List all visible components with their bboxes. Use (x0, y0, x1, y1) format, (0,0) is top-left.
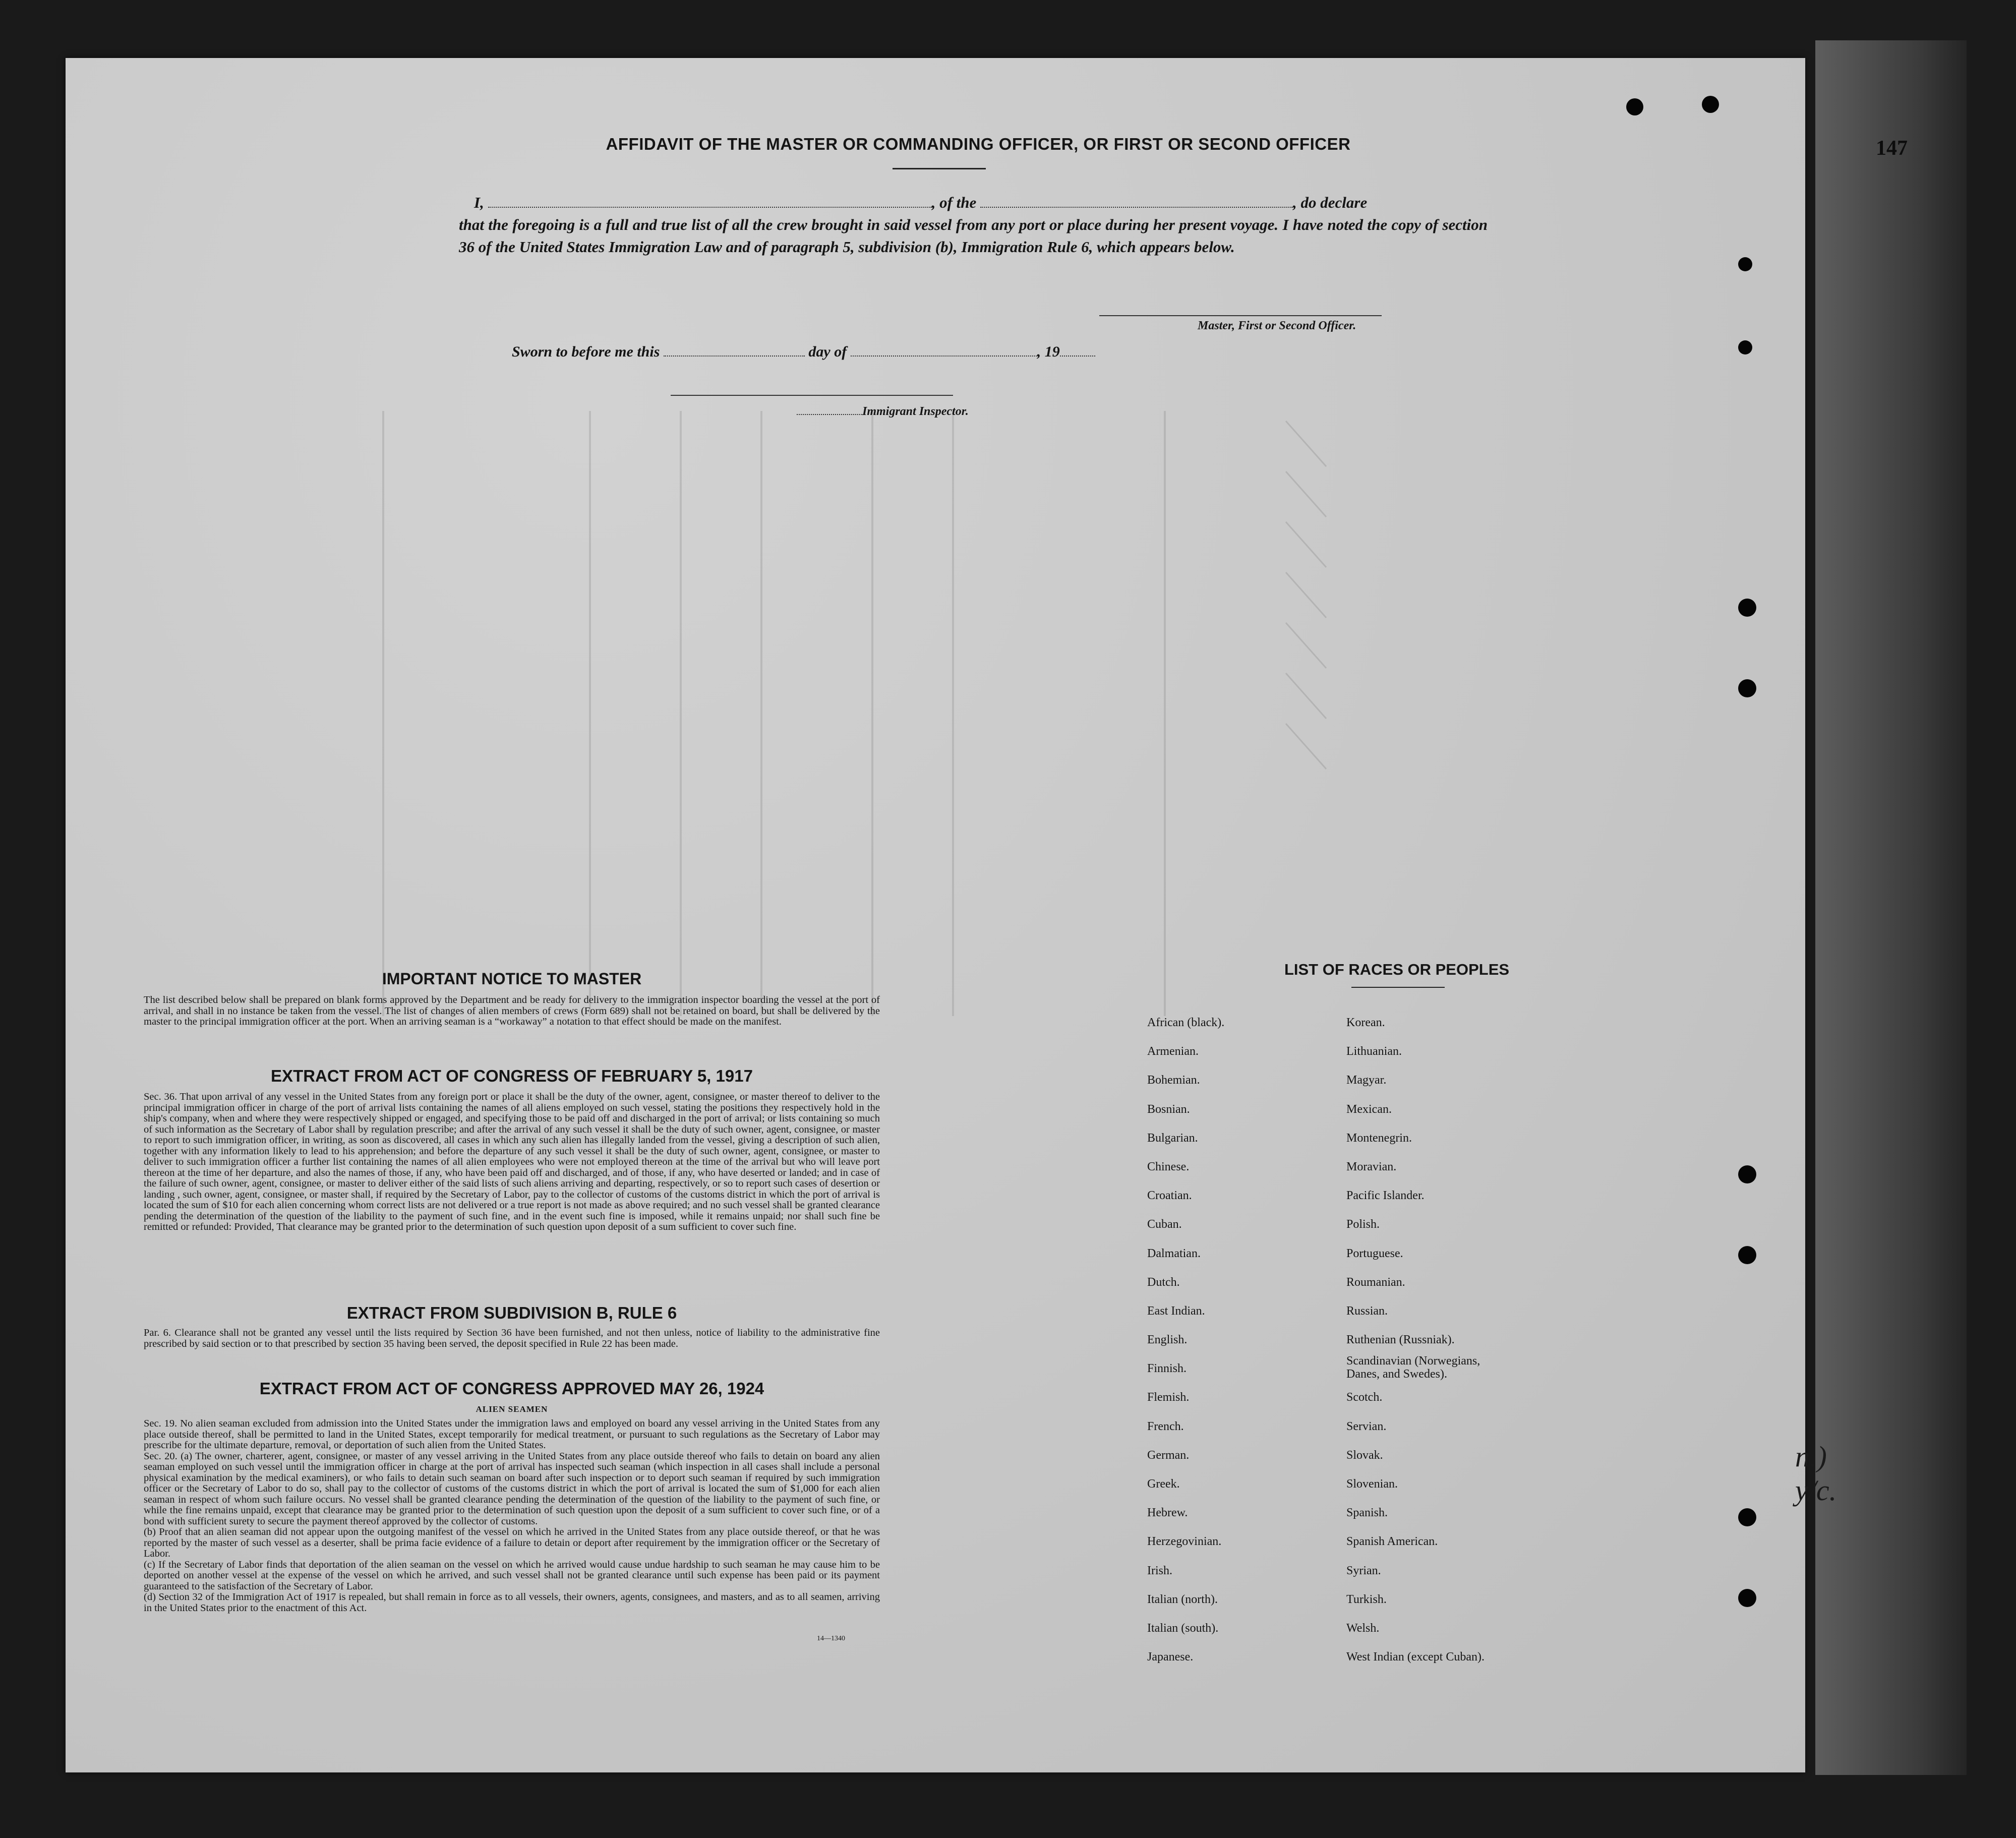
punch-hole (1626, 98, 1643, 115)
race-item: Magyar. (1346, 1074, 1387, 1087)
race-item: German. (1147, 1448, 1190, 1462)
vessel-name-field (980, 195, 1293, 208)
race-item: Ruthenian (Russniak). (1346, 1333, 1455, 1347)
race-item: Italian (north). (1147, 1592, 1218, 1606)
race-item: Welsh. (1346, 1621, 1380, 1635)
race-item: Moravian. (1346, 1160, 1397, 1173)
punch-hole (1702, 96, 1719, 113)
inspector-signature-line (671, 395, 953, 396)
underlying-sheet (1815, 40, 1967, 1775)
race-item: West Indian (except Cuban). (1346, 1650, 1485, 1664)
section-20d-text: (d) Section 32 of the Immigration Act of 1917 is repealed, but shall remain in force as to all vessels, their owners, agents, consignees, and masters, and as to all seamen, arriving in the United States prior to the enactment of this Act. (144, 1591, 880, 1614)
declarant-name-field (488, 195, 932, 208)
race-item: Cuban. (1147, 1218, 1182, 1231)
extract-1924-sections (144, 1418, 880, 1614)
sworn-date-field (664, 343, 805, 357)
race-item: East Indian. (1147, 1304, 1205, 1318)
race-item: Roumanian. (1346, 1275, 1405, 1289)
sworn-statement (512, 343, 1095, 361)
form-number: 14—1340 (817, 1635, 845, 1642)
race-item: Herzegovinian. (1147, 1535, 1222, 1549)
year-label: , 19 (1037, 343, 1060, 360)
race-item: Polish. (1346, 1218, 1380, 1231)
race-item: English. (1147, 1333, 1188, 1347)
vessel-of-label: , of the (931, 194, 977, 211)
punch-hole (1738, 257, 1752, 271)
punch-hole (1738, 1589, 1756, 1607)
race-item: Slovak. (1346, 1448, 1383, 1462)
race-item: Greek. (1147, 1477, 1180, 1491)
master-signature-label: Master, First or Second Officer. (1198, 319, 1356, 332)
declarant-label: I, (474, 194, 484, 211)
day-of-label: day of (808, 343, 847, 360)
race-item: Scotch. (1346, 1391, 1383, 1404)
race-item: Turkish. (1346, 1592, 1387, 1606)
punch-hole (1738, 1246, 1756, 1264)
alien-seamen-subtitle: ALIEN SEAMEN (476, 1404, 548, 1414)
race-item: Finnish. (1147, 1362, 1187, 1376)
declaration-body: that the foregoing is a full and true list of all the crew brought in said vessel from any port or place during her present voyage. I have noted the copy of section 36 of the United States Immigration Law and of paragraph 5, subdivision (b), Immigration Rule 6, which appears below. (459, 216, 1488, 256)
race-item: Italian (south). (1147, 1621, 1219, 1635)
punch-hole (1738, 340, 1752, 354)
declaration-first-line (459, 192, 1488, 214)
race-item: African (black). (1147, 1016, 1225, 1029)
race-item: Servian. (1346, 1419, 1387, 1433)
section-20a-text: Sec. 20. (a) The owner, charterer, agent, consignee, or master of any vessel arriving in the United States from any place outside thereof who fails to detain on board any alien seaman employed on such vessel until the immigration officer in charge at the port of arrival has inspected such seaman (which inspection in all cases shall include a personal physical examination by the medical examiners), or who fails to detain such seaman on board after such inspection or to deport such seaman if required by such immigration officer or the Secretary of Labor to do so, shall pay to the collector of customs of the customs district in which the port of arrival is located the sum of $1,000 for each alien seaman in respect of whom such failure occurs. No vessel shall be granted clearance pending the determination of the question of the liability to the payment of such fine, or while the fine remains unpaid, except that clearance may be granted prior to the determination of such question upon the deposit of a sum sufficient to cover such fine, or of a bond with sufficient surety to secure the payment thereof approved by the collector of customs. (144, 1450, 880, 1527)
race-item: Bohemian. (1147, 1074, 1200, 1087)
extract-1917-text: Sec. 36. That upon arrival of any vessel in the United States from any foreign port or place it shall be the duty of the owner, agent, consignee, or master thereof to deliver to the principal immigration officer in charge of the port of arrival lists containing the names of all aliens employed on such vessel, stating the positions they respectively hold in the ship's company, when and where they were respectively shipped or engaged, and specifying those to be paid off and discharged in the port of arrival; or lists containing so much of such information as the Secretary of Labor shall by regulation prescribe; and after the arrival of any such vessel it shall be the duty of such owner, agent, consignee, or master to report to such immigration officer, in writing, as soon as discovered, all cases in which any such alien has illegally landed from the vessel, giving a description of such alien, together with any information likely to lead to his apprehension; and before the departure of any such vessel it shall be the duty of such owner, agent, consignee, or master to deliver to such immigration officer a further list containing the names of all alien employees who were not employed thereon at the time of the arrival but who will leave port thereon at the time of her departure, and also the names of those, if any, who have been paid off and discharged, and of those, if any, who have deserted or landed; and in case of the failure of such owner, agent, consignee, or master to deliver either of the said lists of such aliens arriving and departing, respectively, or so to report such cases of desertion or landing , such owner, agent, consignee, or master shall, if required by the Secretary of Labor, pay to the collector of customs of the customs district in which the port of arrival is located the sum of $10 for each alien concerning whom correct lists are not delivered or a true report is not made as above required; and no such vessel shall be granted clearance pending the determination of the question of the liability to the payment of such fine, and in the event such fine is imposed, while it remains unpaid; nor shall such fine be remitted or refunded: Provided, That clearance may be granted prior to the determination of such question upon deposit of a sum sufficient to cover such fine. (144, 1091, 880, 1232)
race-item: Japanese. (1147, 1650, 1194, 1664)
race-item: Hebrew. (1147, 1506, 1188, 1520)
punch-hole (1738, 679, 1756, 697)
punch-hole (1738, 599, 1756, 617)
section-20b-text: (b) Proof that an alien seaman did not appear upon the outgoing manifest of the vessel on which he arrived in the United States from any place outside thereof, or that he was reported by the master of such vessel as a deserter, shall be prima facie evidence of a failure to detain or deport after requirement by the immigration officer or the Secretary of Labor. (144, 1526, 880, 1559)
declare-label: , do declare (1293, 194, 1368, 211)
race-item: Dalmatian. (1147, 1247, 1201, 1260)
race-item: Russian. (1346, 1304, 1388, 1318)
race-item: Slovenian. (1346, 1477, 1398, 1491)
section-20c-text: (c) If the Secretary of Labor finds that deportation of the alien seaman on the vessel on which he arrived would cause undue hardship to such seaman he may cause him to be deported on another vessel at the expense of the vessel on which he arrived, and such vessel shall not be granted clearance until such expense has been paid or its payment guaranteed to the satisfaction of the Secretary of Labor. (144, 1559, 880, 1592)
race-item: Chinese. (1147, 1160, 1190, 1173)
race-item: Syrian. (1346, 1564, 1381, 1577)
punch-hole (1738, 1508, 1756, 1526)
manifest-page (66, 58, 1837, 1772)
section-19-text: Sec. 19. No alien seaman excluded from admission into the United States under the immigration laws and employed on board any vessel arriving in the United States from any place outside thereof, shall be permitted to land in the United States, except temporarily for medical treatment, or pursuant to such regulations as the Secretary of Labor may prescribe for the ultimate departure, removal, or deportation of such alien from the United States. (144, 1418, 880, 1451)
extract-rule6-text: Par. 6. Clearance shall not be granted any vessel until the lists required by Section 36 have been furnished, and not then unless, notice of liability to the administrative fine prescribed by said section or to that prescribed by section 35 having been served, the deposit specified in Rule 22 has been made. (144, 1327, 880, 1349)
race-item: Flemish. (1147, 1391, 1190, 1404)
inspector-dotted-field (797, 407, 862, 415)
race-item: Montenegrin. (1346, 1131, 1412, 1145)
race-item: Korean. (1346, 1016, 1385, 1029)
title-underline (893, 168, 986, 169)
notice-title: IMPORTANT NOTICE TO MASTER (382, 970, 642, 988)
races-left-column (1147, 1009, 1224, 1672)
master-signature-line (1099, 315, 1382, 316)
race-item: Scandinavian (Norwegians, Danes, and Swedes). (1346, 1354, 1480, 1381)
race-item: Irish. (1147, 1564, 1172, 1577)
race-item: French. (1147, 1419, 1184, 1433)
race-item: Pacific Islander. (1346, 1189, 1425, 1203)
race-item: Croatian. (1147, 1189, 1192, 1203)
affidavit-declaration (459, 192, 1488, 258)
race-item: Portuguese. (1346, 1247, 1403, 1260)
inspector-signature-label: Immigrant Inspector. (797, 405, 969, 419)
handwritten-margin-note: n.) y/c. (1795, 1440, 1837, 1507)
races-right-column (1346, 1009, 1513, 1672)
extract-rule6-title: EXTRACT FROM SUBDIVISION B, RULE 6 (346, 1303, 677, 1322)
sworn-year-field (1060, 343, 1095, 357)
race-item: Mexican. (1346, 1102, 1392, 1116)
page-number: 147 (1876, 137, 1908, 160)
affidavit-title: AFFIDAVIT OF THE MASTER OR COMMANDING OFFICER, OR FIRST OR SECOND OFFICER (606, 135, 1351, 153)
race-item: Spanish American. (1346, 1535, 1438, 1549)
race-item: Lithuanian. (1346, 1045, 1402, 1058)
notice-text: The list described below shall be prepared on blank forms approved by the Department and be ready for delivery to the immigration inspector boarding the vessel at the port of arrival, and shall in no instance be taken from the vessel. The list of changes of alien members of crews (Form 689) shall not be retained on board, but shall be delivered by the master to the principal immigration officer at the port. When an arriving seaman is a “workaway” a notation to that effect should be made on the manifest. (144, 994, 880, 1027)
races-underline (1351, 987, 1445, 988)
extract-1917-title: EXTRACT FROM ACT OF CONGRESS OF FEBRUARY 5, 1917 (271, 1066, 753, 1085)
race-item: Spanish. (1346, 1506, 1388, 1520)
race-item: Armenian. (1147, 1045, 1199, 1058)
race-item: Dutch. (1147, 1275, 1180, 1289)
race-item: Bulgarian. (1147, 1131, 1198, 1145)
races-title: LIST OF RACES OR PEOPLES (1284, 961, 1510, 978)
extract-1924-title: EXTRACT FROM ACT OF CONGRESS APPROVED MAY 26, 1924 (259, 1379, 764, 1398)
race-item: Bosnian. (1147, 1102, 1190, 1116)
sworn-label: Sworn to before me this (512, 343, 660, 360)
punch-hole (1738, 1165, 1756, 1183)
sworn-month-field (851, 343, 1037, 357)
